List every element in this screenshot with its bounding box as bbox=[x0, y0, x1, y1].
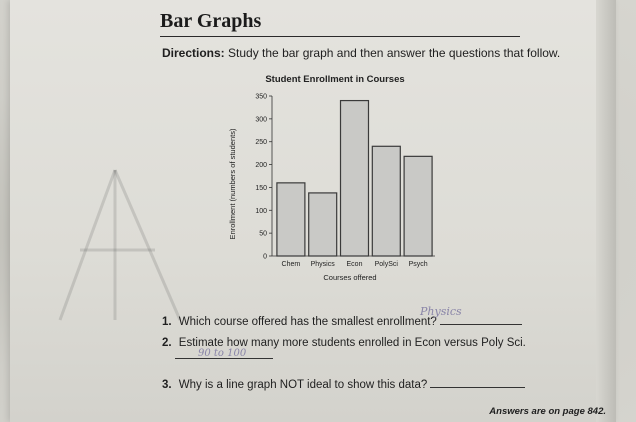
bar-chart bbox=[225, 86, 445, 286]
y-tick-label: 350 bbox=[255, 93, 267, 101]
question-1-number: 1. bbox=[162, 316, 172, 328]
x-tick-label: Econ bbox=[346, 261, 363, 268]
y-axis-label: Enrollment (numbers of students) bbox=[228, 128, 237, 240]
question-2-text: Estimate how many more students enrolled in Econ versus Poly Sci. bbox=[178, 337, 526, 349]
bar-psych bbox=[404, 156, 432, 256]
bar-polysci bbox=[372, 146, 400, 256]
y-tick-label: 0 bbox=[263, 253, 267, 261]
x-tick-label: Physics bbox=[310, 261, 335, 268]
page-edge bbox=[596, 0, 616, 422]
y-tick-label: 250 bbox=[255, 139, 267, 147]
question-3-text: Why is a line graph NOT ideal to show this data? bbox=[178, 379, 428, 391]
question-2-number: 2. bbox=[162, 337, 172, 349]
chart-title: Student Enrollment in Courses bbox=[265, 74, 405, 85]
y-tick-label: 50 bbox=[259, 230, 267, 238]
question-2-handwritten-answer: 90 to 100 bbox=[198, 348, 247, 359]
y-tick-label: 200 bbox=[255, 162, 267, 170]
heading-rule bbox=[160, 36, 520, 37]
y-tick-label: 150 bbox=[255, 184, 267, 192]
question-3 bbox=[162, 375, 525, 391]
y-tick-label: 300 bbox=[255, 116, 267, 124]
question-3-number: 3. bbox=[162, 379, 172, 391]
x-axis-label: Courses offered bbox=[323, 273, 377, 282]
bar-chem bbox=[277, 183, 305, 256]
plot-area bbox=[255, 94, 435, 269]
page-heading: Bar Graphs bbox=[160, 10, 262, 32]
answers-note: Answers are on page 842. bbox=[489, 406, 606, 417]
question-3-answer-blank[interactable] bbox=[430, 375, 525, 388]
directions-label: Directions: bbox=[162, 46, 225, 60]
question-1-text: Which course offered has the smallest enrollment? bbox=[178, 316, 437, 328]
x-tick-label: PolySci bbox=[374, 261, 398, 268]
bleed-through-illustration bbox=[40, 150, 200, 330]
directions-text: Study the bar graph and then answer the questions that follow. bbox=[228, 46, 561, 60]
question-1 bbox=[162, 312, 522, 328]
bar-physics bbox=[309, 193, 337, 256]
directions bbox=[162, 46, 560, 60]
x-tick-label: Psych bbox=[408, 261, 428, 268]
bar-econ bbox=[341, 101, 369, 256]
y-tick-label: 100 bbox=[255, 207, 267, 215]
question-1-handwritten-answer: Physics bbox=[420, 305, 462, 318]
x-tick-label: Chem bbox=[281, 261, 301, 268]
